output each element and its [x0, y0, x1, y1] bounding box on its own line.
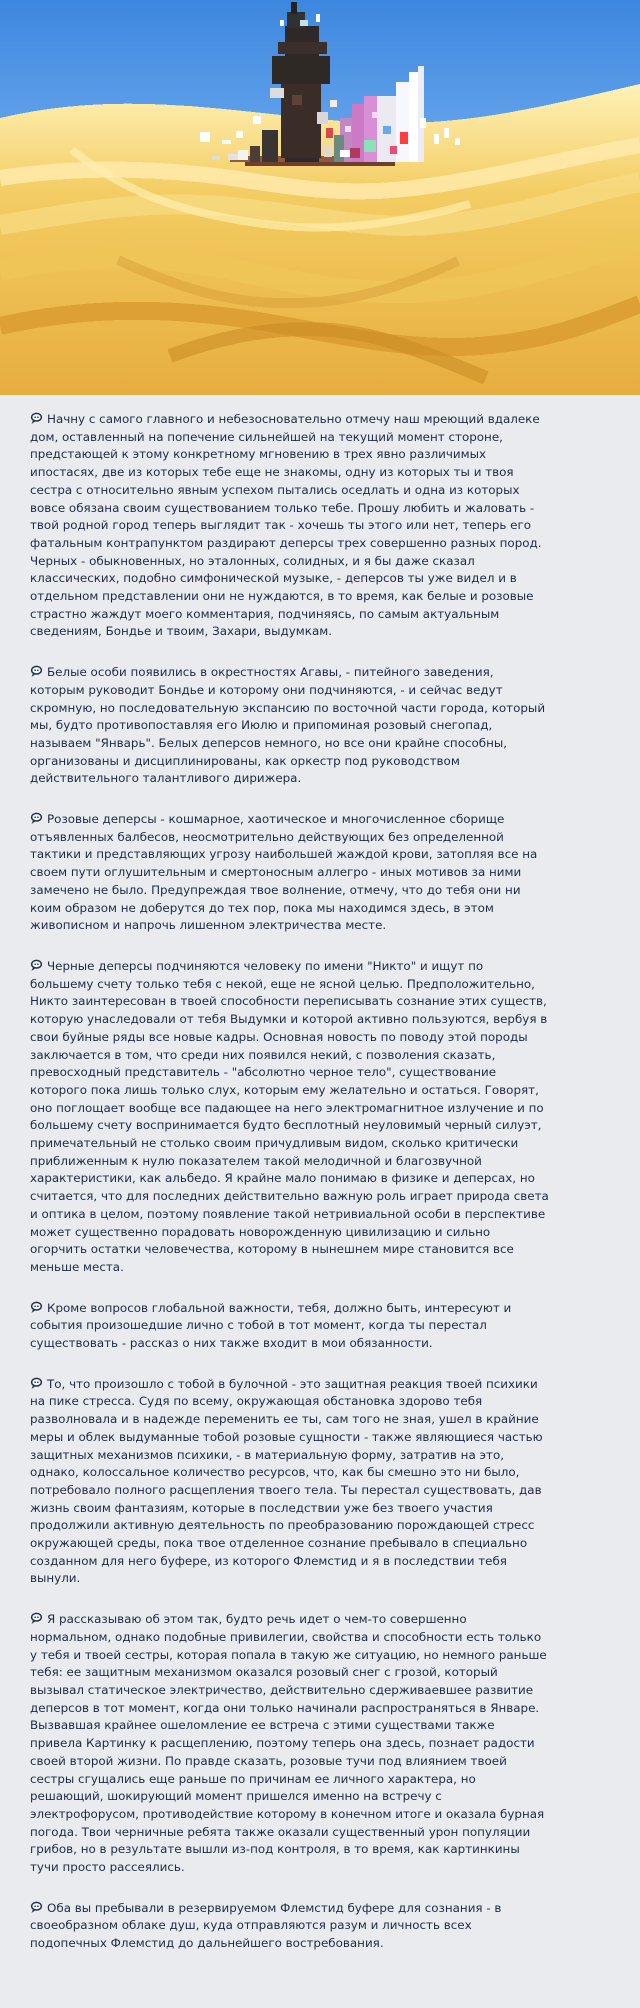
story-paragraph-1 [30, 411, 550, 641]
story-text-2: Белые особи появились в окрестностях Агавы, - питейного заведения, которым руководит Бондье и которому они подчиняются, - и сейчас ведут скромную, но последовательную экспансию по восточной части города, который мы, будто противопоставляя его Июлю и припоминая розовый снегопад, называем "Январь". Белых деперсов немного, но все они крайне способны, организованы и дисциплинированы, как оркестр под руководством действительного талантливого дирижера. [30, 665, 546, 786]
desert-illustration [0, 0, 640, 395]
story-text-1: Начну с самого главного и небезосновательно отмечу наш мреющий вдалеке дом, оставленный на попечение сильнейшей на текущий момент стороне, предстающей к этому конкретному мгновению в трех явно различимых ипостасях, две из которых тебе еще не знакомы, одну из которых ты и твоя сестра с относительно явным успехом пытались оседлать и одна из которых вовсе обязана своим существованием только тебе. Прошу любить и жаловать - твой родной город теперь выглядит так - хочешь ты этого или нет, теперь его фатальным контрапунктом раздирают деперсы трех совершенно разных пород. Черных - обыкновенных, но эталонных, солидных, и я бы даже сказал классических, подобно симфонической музыке, - деперсов ты уже видел и в отдельном представлении они не нуждаются, в то время, как белые и розовые страстно жаждут моего комментария, подчиняясь, по самым актуальным сведениям, Бондье и твоим, Захари, выдумкам. [30, 412, 542, 639]
story-text-8: Оба вы пребывали в резервируемом Флемстид буфере для сознания - в своеобразном облаке душ, куда отправляются разум и личность всех подопечных Флемстид до дальнейшего востребования. [30, 1900, 502, 1951]
story-text-3: Розовые деперсы - кошмарное, хаотическое и многочисленное сборище отъявленных балбесов, неосмотрительно действующих без определенной тактики и представляющих угрозу наибольшей жаждой крови, затопляя все на своем пути оглушительным и смертоносным аллегро - иных мотивов за ними замечено не было. Предупреждая твое волнение, отмечу, что до тебя они ни коим образом не доберутся до тех пор, пока мы находимся здесь, в этом живописном и напрочь лишенном электричества месте. [30, 812, 538, 933]
speech-bubble-icon [30, 812, 43, 825]
speech-bubble-icon [30, 1301, 43, 1314]
speech-bubble-icon [30, 1612, 43, 1625]
speech-bubble-icon [30, 665, 43, 678]
story-paragraph-5 [30, 1300, 550, 1353]
story-content [0, 395, 580, 2008]
story-paragraph-8 [30, 1900, 550, 1953]
story-paragraph-4 [30, 958, 550, 1277]
story-text-4: Черные деперсы подчиняются человеку по имени "Никто" и ищут по большему счету только тебя с некой, еще не ясной целью. Предположительно, Никто заинтересован в твоей способности переписывать сознание этих существ, которую унаследовали от тебя Выдумки и которой активно пользуются, вербуя в свои буйные ряды все новые кадры. Основная новость по поводу этой породы заключается в том, что среди них появился некий, с позволения сказать, превосходный представитель - "абсолютно черное тело", существование которого пока лишь только слух, которым ему желательно и остаться. Говорят, оно поглощает вообще все падающее на него электромагнитное излучение и по большему счету воспринимается будто бесплотный неуловимый черный силуэт, примечательный не столько своим причудливым видом, сколько критически приближенным к нулю показателем такой мелодичной и благозвучной характеристики, как альбедо. Я крайне мало понимаю в физике и деперсах, но считается, что для последних действительно важную роль играет природа света и оптика в целом, поэтому появление такой нетривиальной особи в перспективе может существенно порадовать новорожденную цивилизацию и сильно огорчить остатки человечества, которому в нынешнем мире становится все меньше места. [30, 958, 549, 1274]
story-text-5: Кроме вопросов глобальной важности, тебя, должно быть, интересуют и события произошедшие лично с тобой в тот момент, когда ты перестал существовать - рассказ о них также входит в мои обязанности. [30, 1300, 512, 1351]
story-paragraph-3 [30, 811, 550, 935]
story-text-7: Я рассказываю об этом так, будто речь идет о чем-то совершенно нормальном, однако подобные привилегии, свойства и способности есть только у тебя и твоей сестры, которая попала в такую же ситуацию, но немного раньше тебя: ее защитным механизмом оказался розовый снег с грозой, который вызывал статическое электричество, действительно сдерживаевшее развитие деперсов в тот момент, когда они только начинали распространяться в Январе. Вызвавшая крайнее ошеломление ее встреча с этими существами также привела Картинку к расщеплению, поэтому теперь она здесь, познает радости своей второй жизни. По правде сказать, розовые тучи под влиянием твоей сестры сгущались еще раньше по причинам ее личного характера, но решающий, шокирующий момент пришелся именно на встречу с электрофорусом, противодействие которому в конечном итоге и оказала бурная погода. Твои черничные ребята также оказали существенный урон популяции грибов, но в результате вышли из-под контроля, в то время, как картинкины тучи просто рассеялись. [30, 1612, 547, 1875]
story-paragraph-2 [30, 664, 550, 788]
speech-bubble-icon [30, 412, 43, 425]
pixel-art-desert-scene [0, 0, 640, 395]
speech-bubble-icon [30, 959, 43, 972]
story-paragraph-6 [30, 1376, 550, 1588]
story-text-6: То, что произошло с тобой в булочной - это защитная реакция твоей психики на пике стресса. Судя по всему, окружающая обстановка здорово тебя разволновала и в надежде переменить ее ты, сам того не зная, ушел в крайние меры и облек выдуманные тобой розовые сущности - также являющиеся частью защитных механизмов психики, - в материальную форму, затратив на это, однако, колоссальное количество ресурсов, что, как бы смешно это ни было, потребовало полного расщепления твоего тела. Ты перестал существовать, дав жизнь своим фантазиям, которые в последствии уже без твоего участия продолжили активную деятельность по преобразованию порождающей стресс окружающей среды, пока твое отделенное сознание пребывало в специально созданном для него буфере, из которого Флемстид и я в последствии тебя вынули. [30, 1376, 543, 1586]
story-paragraph-7 [30, 1611, 550, 1877]
speech-bubble-icon [30, 1377, 43, 1390]
speech-bubble-icon [30, 1901, 43, 1914]
